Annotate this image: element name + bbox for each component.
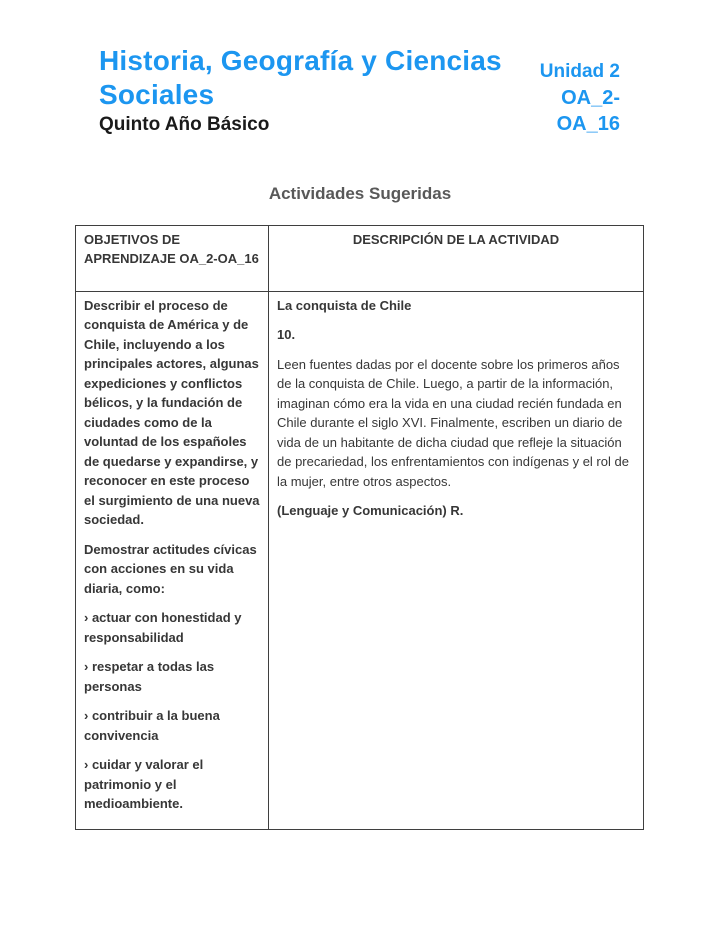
activity-cell xyxy=(269,291,644,829)
objectives-cell xyxy=(76,291,269,829)
unit-label: Unidad 2 xyxy=(539,61,620,83)
objective-bullet: › respetar a todas las personas xyxy=(84,659,215,694)
table-body-row xyxy=(76,291,644,829)
activity-title: La conquista de Chile xyxy=(277,297,412,313)
objective-bullet: › actuar con honestidad y responsabilidad xyxy=(84,610,242,645)
objective-bullet: › contribuir a la buena convivencia xyxy=(84,708,220,743)
objective-bullet: › cuidar y valorar el patrimonio y el medioambiente. xyxy=(84,757,204,812)
page-title: Historia, Geografía y Ciencias Sociales xyxy=(99,45,502,110)
header-left xyxy=(99,44,514,138)
objective-paragraph: Describir el proceso de conquista de América y de Chile, incluyendo a los principales actores, algunas expediciones y conflictos bélicos, y la fundación de ciudades como de la voluntad de los españoles de quedarse y expandirse, y reconocer en este proceso el surgimiento de una nueva sociedad. xyxy=(84,297,260,528)
document-header xyxy=(0,0,720,138)
activity-description: Leen fuentes dadas por el docente sobre los primeros años de la conquista de Chile. Luego, a partir de la información, imaginan cómo era la vida en una ciudad recién fundada en Chile durante el siglo XVI. Finalmente, escriben un diario de vida de un habitante de dicha ciudad que refleje la situación de precariedad, los enfrentamientos con indígenas y el rol de la mujer, entre otros aspectos. xyxy=(277,356,629,489)
table-header-row xyxy=(76,225,644,291)
description-column-header: DESCRIPCIÓN DE LA ACTIVIDAD xyxy=(269,225,644,291)
objective-paragraph: Demostrar actitudes cívicas con acciones en su vida diaria, como: xyxy=(84,541,257,596)
header-right xyxy=(514,60,620,138)
oa-code: OA_2-OA_16 xyxy=(556,86,620,135)
section-heading: Actividades Sugeridas xyxy=(268,183,452,203)
activities-table xyxy=(75,225,644,830)
activity-number: 10. xyxy=(277,327,296,343)
grade-subtitle: Quinto Año Básico xyxy=(99,114,270,136)
objectives-column-header: OBJETIVOS DE APRENDIZAJE OA_2-OA_16 xyxy=(76,225,269,291)
subject-reference: (Lenguaje y Comunicación) R. xyxy=(277,503,464,519)
